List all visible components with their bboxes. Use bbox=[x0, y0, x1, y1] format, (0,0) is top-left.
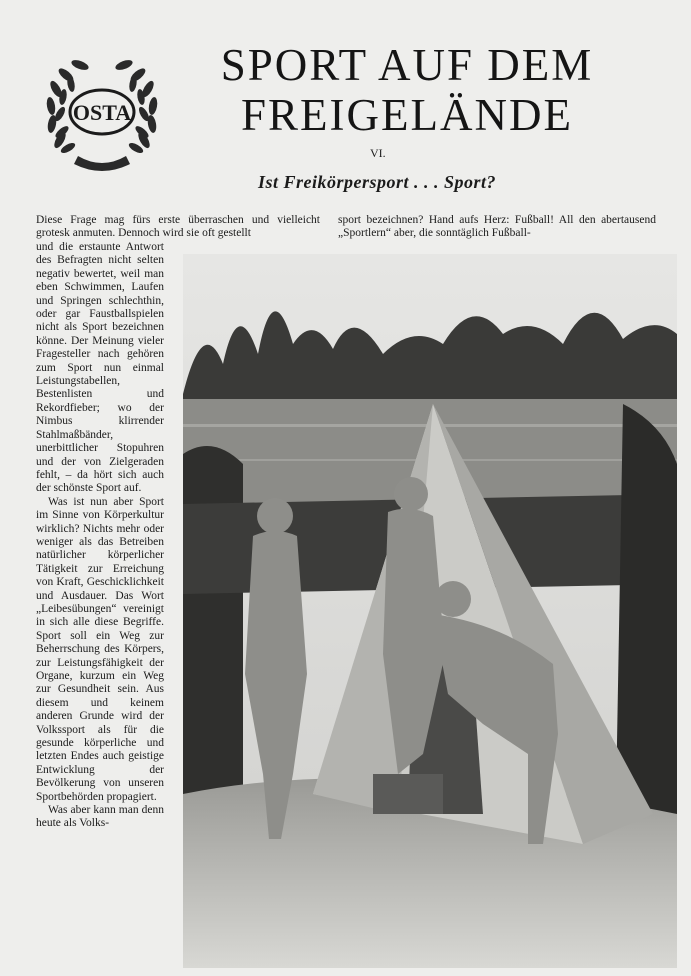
narrow-text-column bbox=[36, 241, 164, 831]
part-number: VI. bbox=[370, 146, 386, 160]
article-subtitle: Ist Freikörpersport . . . Sport? bbox=[258, 172, 497, 192]
column-paragraph: Was ist nun aber Sport im Sinne von Körperkultur wirklich? Nichts mehr oder weniger als das Betreiben natürlicher körperlicher Tätigkeit zur Erreichung von Kraft, Geschicklichkeit und Ausdauer. Das Wort „Leibesübungen“ vereinigt in sich alle diese Begriffe. Sport soll ein Weg zur Beherrschung des Körpers, zur Leistungsfähigkeit der Organe, kurzum ein Weg zur Gesundheit sein. Aus diesem und keinem anderen Grunde wird der Volkssport als für die gesunde körperliche und letzten Endes auch geistige Entwicklung der Bevölkerung von unseren Sportbehörden propagiert. bbox=[36, 495, 164, 803]
intro-text-right: sport bezeichnen? Hand aufs Herz: Fußball! All den abertausend „Sportlern“ aber, die sonntäglich Fußball- bbox=[338, 214, 656, 240]
title-line-1: SPORT AUF DEM bbox=[220, 40, 594, 90]
title-line-2: FREIGELÄNDE bbox=[241, 90, 573, 140]
column-paragraph: und die erstaunte Antwort des Befragten nicht selten negativ bewertet, weil man eben Schwimmen, Laufen und Springen schlechthin, oder gar Faustballspielen nicht als Sport bezeichnen könne. Der Meinung vieler Fragesteller nach gehören zum Sport nun einmal Leistungstabellen, Bestenlisten und Rekordfieber; wo der Nimbus klirrender Stahlmaßbänder, unerbittlicher Stopuhren und der von Zielgeraden fehlt, – da hört sich auch der schönste Sport auf. bbox=[36, 241, 164, 495]
osta-emblem-logo bbox=[38, 48, 166, 176]
article-photograph bbox=[183, 254, 677, 968]
column-paragraph: Was aber kann man denn heute als Volks- bbox=[36, 804, 164, 830]
intro-text-left: Diese Frage mag fürs erste überraschen und vielleicht grotesk anmuten. Dennoch wird sie oft gestellt bbox=[36, 214, 320, 240]
emblem-monogram: OSTA bbox=[72, 100, 132, 125]
article-title bbox=[172, 40, 642, 140]
